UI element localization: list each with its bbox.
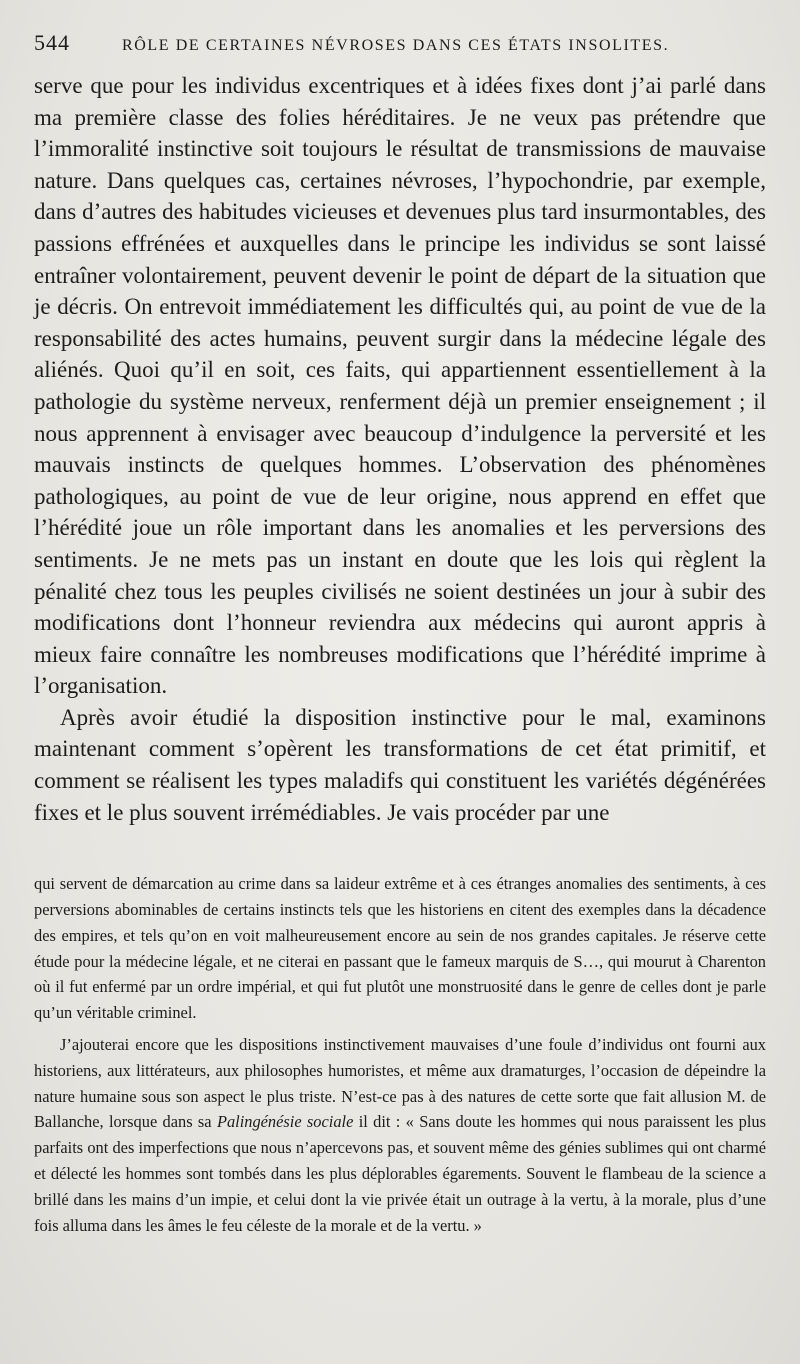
footnotes xyxy=(34,871,766,1238)
page-number: 544 xyxy=(34,30,70,55)
running-head-title: RÔLE DE CERTAINES NÉVROSES DANS CES ÉTATS INSOLITES. xyxy=(122,37,670,54)
footnote-text: il dit : « Sans doute les hommes qui nous paraissent les plus parfaits ont des imperfections que nous n’apercevons pas, et souvent même des génies sublimes qui ont charmé et délecté les hommes sont tombés dans les plus déplorables égarements. Souvent le flambeau de la science a brillé dans les mains d’un impie, et celui dont la vie privée était un outrage à la vertu, à la morale, plus d’une fois alluma dans les âmes le feu céleste de la morale et de la vertu. » xyxy=(34,1112,766,1235)
footnote-text: J’ajouterai encore que les dispositions instinctivement mauvaises d’une foule d’individus ont fourni aux historiens, aux littérateurs, aux philosophes humoristes, et même aux dramaturges, l’occasion de dépeindre la nature humaine sous son aspect le plus triste. N’est-ce pas à des natures de cette sorte que fait allusion M. de Ballanche, lorsque dans sa xyxy=(34,1035,766,1132)
body-paragraph: serve que pour les individus excentriques et à idées fixes dont j’ai parlé dans ma première classe des folies héréditaires. Je ne veux pas prétendre que l’immoralité instinctive soit toujours le résultat de transmissions de mauvaise nature. Dans quelques cas, certaines névroses, l’hypochondrie, par exemple, dans d’autres des habitudes vicieuses et devenues plus tard insurmontables, des passions effrénées et auxquelles dans le principe les individus se sont laissé entraîner volontairement, peuvent devenir le point de départ de la situation que je décris. On entrevoit immédiatement les difficultés qui, au point de vue de la responsabilité des actes humains, peuvent surgir dans la médecine légale des aliénés. Quoi qu’il en soit, ces faits, qui appartiennent essentiellement à la pathologie du système nerveux, renferment déjà un premier enseignement ; il nous apprennent à envisager avec beaucoup d’indulgence la perversité et les mauvais instincts de quelques hommes. L’observation des phénomènes pathologiques, au point de vue de leur origine, nous apprend en effet que l’hérédité joue un rôle important dans les anomalies et les perversions des sentiments. Je ne mets pas un instant en doute que les lois qui règlent la pénalité chez tous les peuples civilisés ne soient destinées un jour à subir des modifications dont l’honneur reviendra aux médecins qui auront appris à mieux faire connaître les nombreuses modifications que l’hérédité imprime à l’organisation. xyxy=(34,73,766,699)
body-paragraph: Après avoir étudié la disposition instinctive pour le mal, examinons maintenant comment s’opèrent les transformations de cet état primitif, et comment se réalisent les types maladifs qui constituent les variétés dégénérées fixes et le plus souvent irrémédiables. Je vais procéder par une xyxy=(34,704,766,825)
footnote-separator xyxy=(34,864,766,865)
running-head xyxy=(34,30,766,60)
footnote-continuation: qui servent de démarcation au crime dans sa laideur extrême et à ces étranges anomalies des sentiments, à ces perversions abominables de certains instincts tels que les historiens en citent des exemples dans la décadence des empires, et tels qu’on en voit malheureusement encore au sein de nos grandes capitales. Je réserve cette étude pour la médecine légale, et ne citerai en passant que le fameux marquis de S…, qui mourut à Charenton où il fut enfermé par un ordre impérial, et qui fut plutôt une monstruosité dans le genre de celles dont je parle qu’un véritable criminel. xyxy=(34,874,766,1023)
footnote-paragraph xyxy=(34,1032,766,1238)
main-text xyxy=(34,70,766,828)
book-title: Palingénésie sociale xyxy=(216,1112,354,1132)
